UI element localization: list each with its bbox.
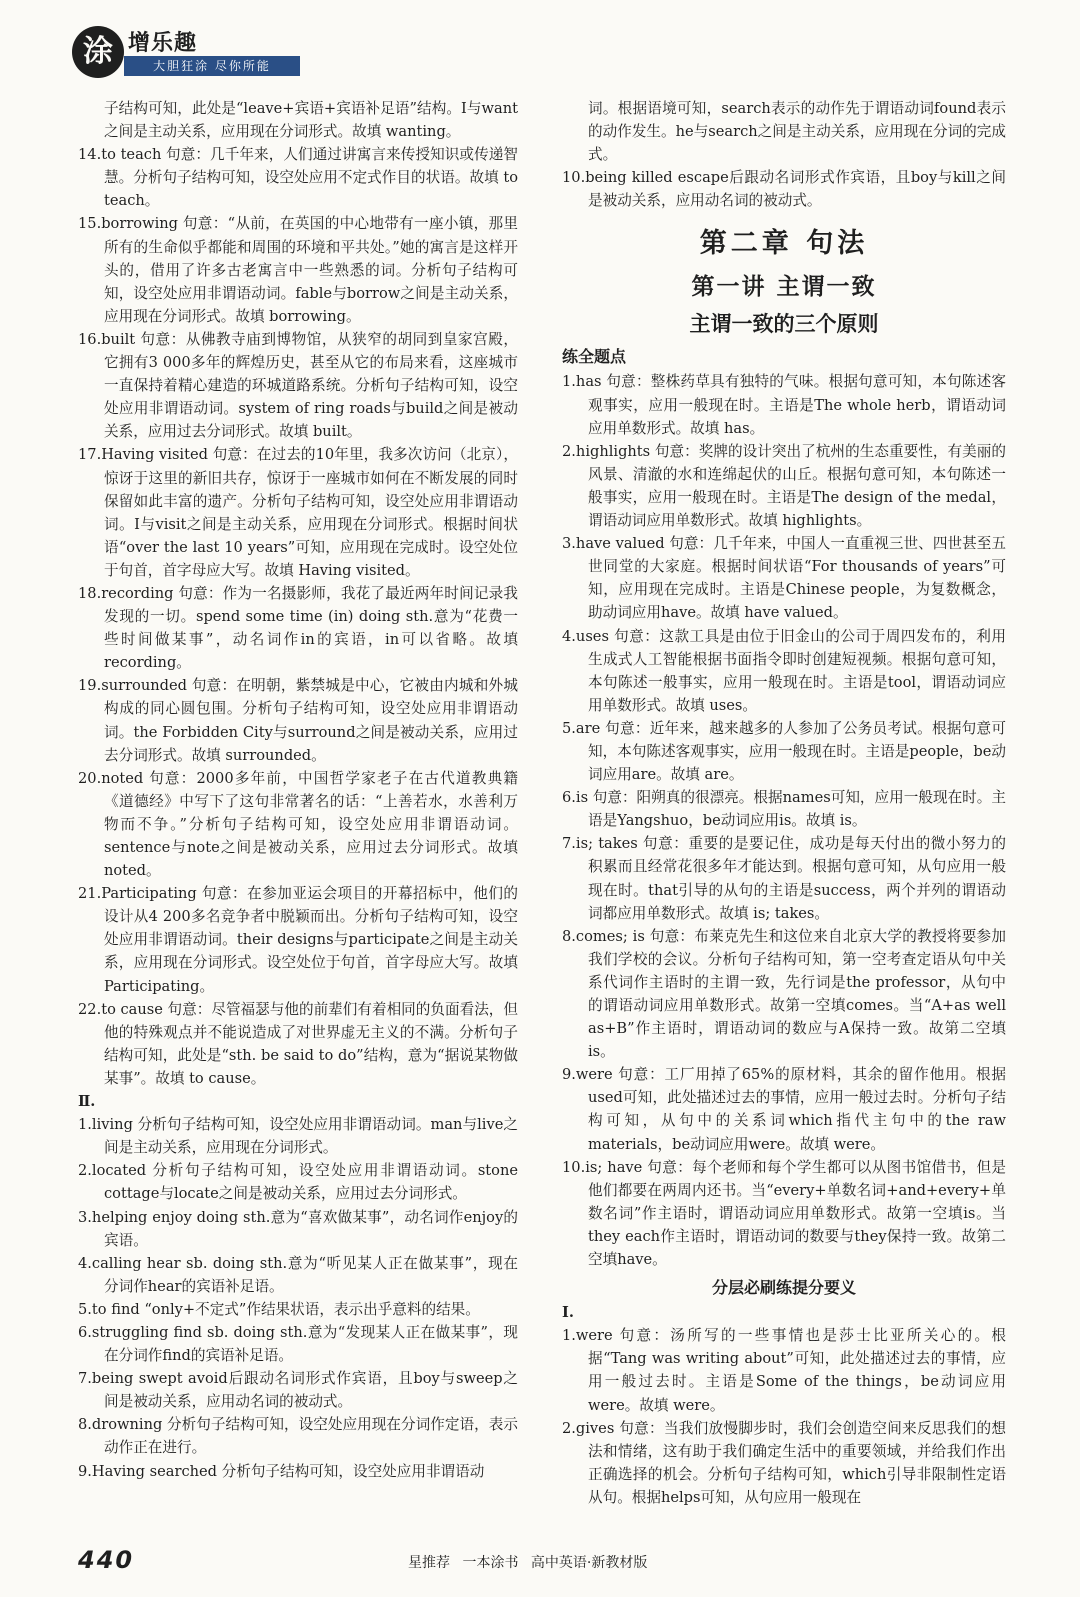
answer-item: 22.to cause 句意：尽管福瑟与他的前辈们有着相同的负面看法，但他的特殊观点并不能说造成了对世界虚无主义的不满。分析句子结构可知，此处是“sth. be said to do”结构，意为“据说某物做某事”。故填 to cause。 — [78, 1000, 518, 1087]
subsection-heading: 练全题点 — [562, 347, 627, 367]
right-column — [562, 97, 1006, 1509]
answer-item: 1.were 句意：汤所写的一些事情也是莎士比亚所关心的。根据“Tang was writing about”可知，此处描述过去的事情，应用一般过去时。主语是Some of the things，be动词应用were。故填 were。 — [562, 1327, 1006, 1414]
answer-item: 18.recording 句意：作为一名摄影师，我花了最近两年时间记录我发现的一切。spend some time (in) doing sth.意为“花费一些时间做某事”，动名词作in的宾语，in可以省略。故填 recording。 — [78, 584, 518, 672]
answer-item: 6.struggling find sb. doing sth.意为“发现某人正在做某事”，现在分词作find的宾语补足语。 — [78, 1323, 518, 1365]
brand-logo-icon: 涂 — [72, 26, 124, 78]
answer-item: 6.is 句意：阳朔真的很漂亮。根据names可知，应用一般现在时。主语是Yangshuo，be动词应用is。故填 is。 — [562, 789, 1006, 830]
answer-item: 3.helping enjoy doing sth.意为“喜欢做某事”，动名词作enjoy的宾语。 — [78, 1208, 518, 1249]
subsection-heading: 分层必刷练提分要义 — [711, 1278, 856, 1298]
section-label: Ⅰ. — [562, 1304, 574, 1322]
brand-header — [72, 22, 302, 80]
answer-item: 7.being swept avoid后跟动名词形式作宾语，且boy与sweep之间是被动关系，应用动名词的被动式。 — [78, 1370, 518, 1411]
page-footer — [78, 1546, 1008, 1574]
left-column — [78, 97, 518, 1483]
answer-item: 5.are 句意：近年来，越来越多的人参加了公务员考试。根据句意可知，本句陈述客观事实，应用一般现在时。主语是people，be动词应用are。故填 are。 — [562, 719, 1006, 784]
answer-item: 8.drowning 分析句子结构可知，设空处应用现在分词作定语，表示动作正在进行。 — [78, 1416, 518, 1457]
answer-item: 1.has 句意：整株药草具有独特的气味。根据句意可知，本句陈述客观事实，应用一般现在时。主语是The whole herb，谓语动词应用单数形式。故填 has。 — [562, 373, 1006, 437]
answer-item: 8.comes; is 句意：布莱克先生和这位来自北京大学的教授将要参加我们学校的会议。分析句子结构可知，第一空考查定语从句中关系代词作主语时的主谓一致，先行词是the professor，从句中的谓语动词应用单数形式。故第一空填comes。当“A+as well as+B”作主语时，谓语动词的数应与A保持一致。故第二空填is。 — [562, 927, 1006, 1061]
page-number: 440 — [78, 1546, 135, 1574]
answer-item: 3.have valued 句意：几千年来，中国人一直重视三世、四世甚至五世同堂的大家庭。根据时间状语“For thousands of years”可知，应用现在完成时。主语是Chinese people，为复数概念，助动词应用have。故填 have valued。 — [562, 535, 1006, 622]
brand-name: 增乐趣 — [128, 31, 198, 56]
answer-item: 1.living 分析句子结构可知，设空处应用非谓语动词。man与live之间是主动关系，应用现在分词形式。 — [78, 1116, 518, 1157]
answer-continuation: 词。根据语境可知，search表示的动作先于谓语动词found表示的动作发生。he与search之间是主动关系，应用现在分词的完成式。 — [588, 100, 1006, 164]
answer-item: 21.Participating 句意：在参加亚运会项目的开幕招标中，他们的设计从4 200多名竞争者中脱颖而出。分析句子结构可知，设空处应用非谓语动词。their designs与participate之间是主动关系，应用现在分词形式。设空处位于句首，首字母应大写。故填 Participating。 — [78, 885, 518, 995]
footer-title: 星推荐 一本涂书 高中英语·新教材版 — [408, 1555, 648, 1571]
answer-item: 2.highlights 句意：奖牌的设计突出了杭州的生态重要性，有美丽的风景、清澈的水和连绵起伏的山丘。根据句意可知，本句陈述一般事实，应用一般现在时。主语是The design of the medal，谓语动词应用单数形式。故填 highlights。 — [562, 442, 1006, 530]
answer-item: 4.uses 句意：这款工具是由位于旧金山的公司于周四发布的，利用生成式人工智能根据书面指令即时创建短视频。根据句意可知，本句陈述一般事实，应用一般现在时。主语是tool，谓语动词应用单数形式。故填 uses。 — [562, 627, 1006, 714]
answer-item: 10.is; have 句意：每个老师和每个学生都可以从图书馆借书，但是他们都要在两周内还书。当“every+单数名词+and+every+单数名词”作主语时，谓语动词应用单数形式。故第一空填is。当they each作主语时，谓语动词的数要与they保持一致。故第二空填have。 — [562, 1158, 1006, 1269]
answer-item: 9.were 句意：工厂用掉了65%的原材料，其余的留作他用。根据used可知，此处描述过去的事情，应用一般过去时。分析句子结构可知，从句中的关系词which指代主句中的the raw materials，be动词应用were。故填 were。 — [562, 1066, 1006, 1153]
lecture-title: 第一讲 主谓一致 — [691, 274, 877, 301]
answer-item: 9.Having searched 分析句子结构可知，设空处应用非谓语动 — [78, 1462, 485, 1480]
answer-item: 2.located 分析句子结构可知，设空处应用非谓语动词。stone cottage与locate之间是被动关系，应用过去分词形式。 — [78, 1162, 518, 1203]
answer-item: 17.Having visited 句意：在过去的10年里，我多次访问（北京），惊讶于这里的新旧共存，惊讶于一座城市如何在不断发展的同时保留如此丰富的遗产。分析句子结构可知，设空处应用非谓语动词。I与visit之间是主动关系，应用现在分词形式。根据时间状语“over the last 10 years”可知，应用现在完成时。设空处位于句首，首字母应大写。故填 Having visited。 — [78, 446, 518, 579]
answer-continuation: 子结构可知，此处是“leave+宾语+宾语补足语”结构。I与want之间是主动关系，应用现在分词形式。故填 wanting。 — [104, 100, 518, 141]
answer-item: 7.is; takes 句意：重要的是要记住，成功是每天付出的微小努力的积累而且经常花很多年才能达到。根据句意可知，从句应用一般现在时。that引导的从句的主语是success，两个并列的谓语动词都应用单数形式。故填 is; takes。 — [562, 835, 1006, 922]
answer-item: 15.borrowing 句意：“从前，在英国的中心地带有一座小镇，那里所有的生命似乎都能和周围的环境和平共处。”她的寓言是这样开头的，借用了许多古老寓言中一些熟悉的词。分析句子结构可知，设空处应用非谓语动词。fable与borrow之间是主动关系，应用现在分词形式。故填 borrowing。 — [78, 215, 518, 325]
brand-slogan: 大胆狂涂 尽你所能 — [124, 56, 300, 76]
answer-item: 14.to teach 句意：几千年来，人们通过讲寓言来传授知识或传递智慧。分析句子结构可知，设空处应用不定式作目的状语。故填 to teach。 — [78, 146, 518, 210]
answer-item: 2.gives 句意：当我们放慢脚步时，我们会创造空间来反思我们的想法和情绪，这有助于我们确定生活中的重要领域，并给我们作出正确选择的机会。分析句子结构可知，which引导非限制性定语从句。根据helps可知，从句应用一般现在 — [562, 1419, 1006, 1506]
answer-item: 20.noted 句意：2000多年前，中国哲学家老子在古代道教典籍《道德经》中写下了这句非常著名的话：“上善若水，水善利万物而不争。”分析句子结构可知，设空处应用非谓语动词。sentence与note之间是被动关系，应用过去分词形式。故填 noted。 — [78, 769, 518, 880]
answer-item: 19.surrounded 句意：在明朝，紫禁城是中心，它被由内城和外城构成的同心圆包围。分析句子结构可知，设空处应用非谓语动词。the Forbidden City与surround之间是被动关系，应用过去分词形式。故填 surrounded。 — [78, 677, 518, 764]
answer-item: 5.to find “only+不定式”作结果状语，表示出乎意料的结果。 — [78, 1300, 480, 1318]
section-label: Ⅱ. — [78, 1093, 96, 1111]
answer-item: 10.being killed escape后跟动名词形式作宾语，且boy与kill之间是被动关系，应用动名词的被动式。 — [562, 169, 1006, 210]
answer-item: 16.built 句意：从佛教寺庙到博物馆，从狭窄的胡同到皇家宫殿，它拥有3 000多年的辉煌历史，甚至从它的布局来看，这座城市一直保持着精心建造的环城道路系统。分析句子结构可知，设空处应用非谓语动词。system of ring roads与build之间是被动关系，应用过去分词形式。故填 built。 — [78, 330, 518, 441]
chapter-title: 第二章 句法 — [699, 228, 869, 260]
topic-title: 主谓一致的三个原则 — [689, 312, 879, 337]
answer-item: 4.calling hear sb. doing sth.意为“听见某人正在做某事”，现在分词作hear的宾语补足语。 — [78, 1254, 518, 1295]
